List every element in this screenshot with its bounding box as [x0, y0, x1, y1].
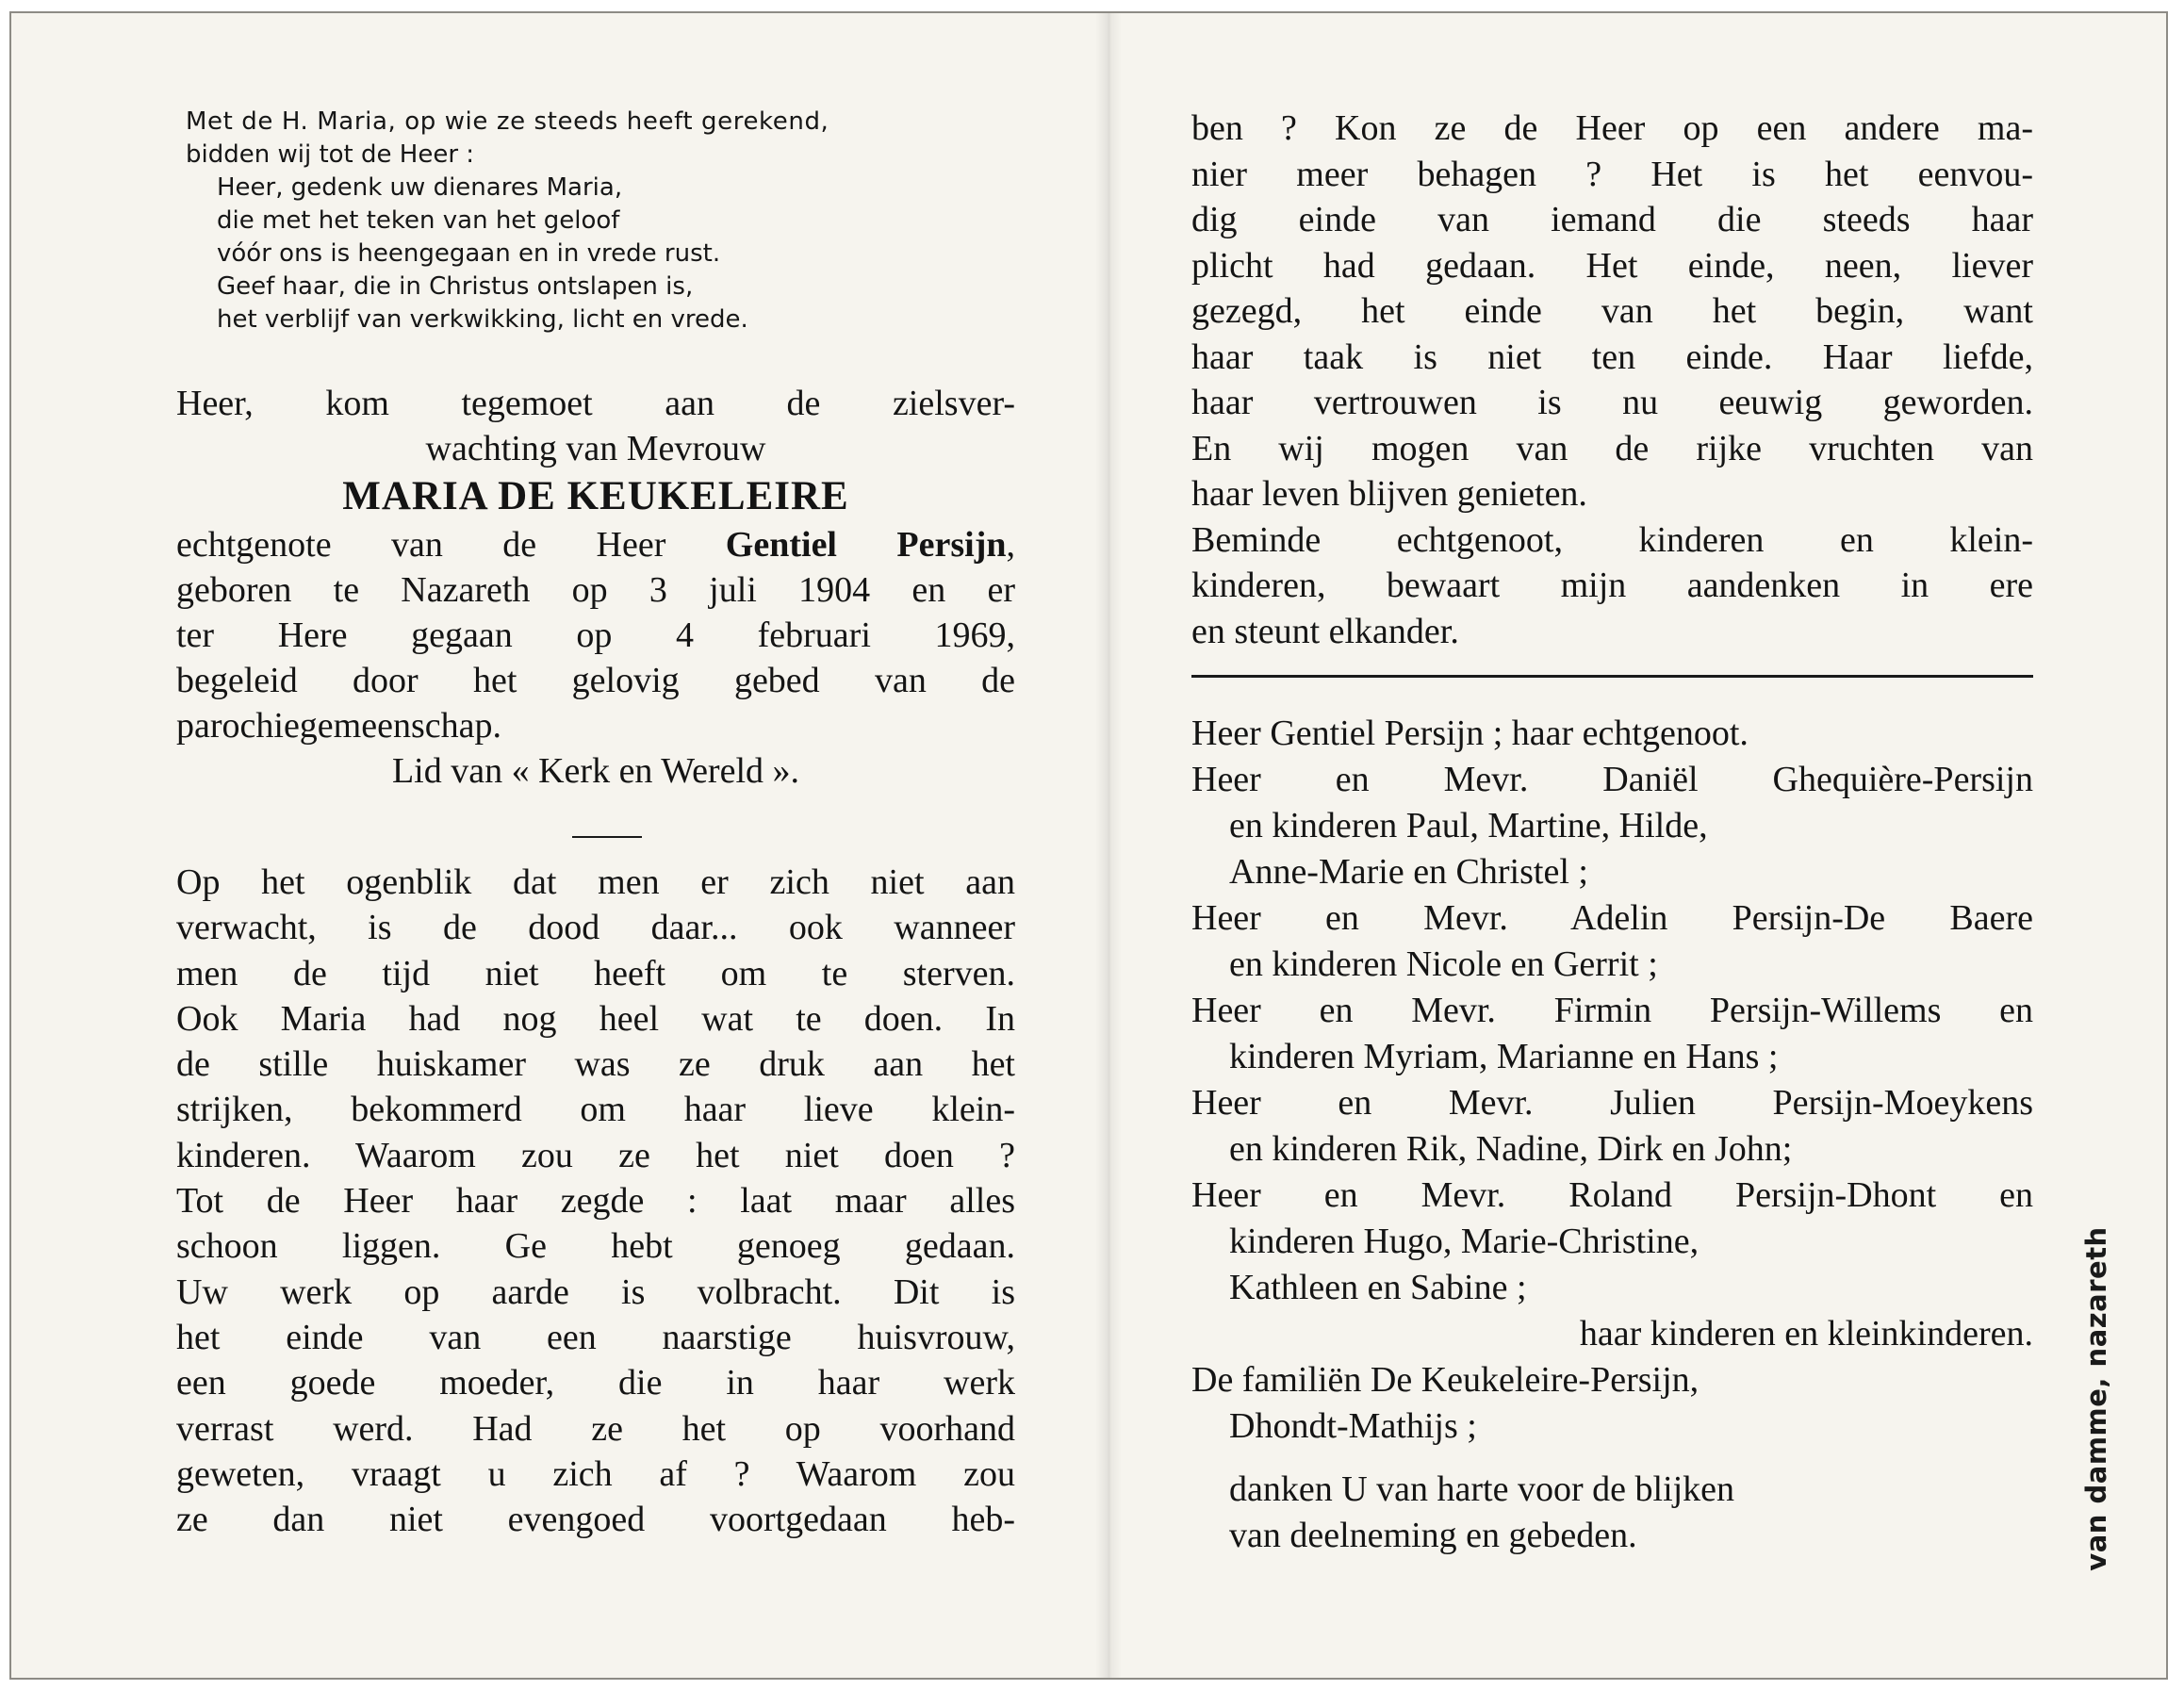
bio-line: parochiegemeenschap. — [176, 706, 501, 746]
reflection-line: dig einde van iemand die steeds haar — [1191, 200, 2033, 239]
farewell-line: Beminde echtgenoot, kinderen en klein- — [1191, 519, 2033, 560]
prayer-line: bidden wij tot de Heer : — [186, 140, 475, 169]
reflection-line: Uw werk op aarde is volbracht. Dit is — [176, 1272, 1015, 1312]
reflection-line: haar taak is niet ten einde. Haar liefde, — [1191, 336, 2033, 377]
family-line: haar kinderen en kleinkinderen. — [1579, 1314, 2033, 1354]
intro-block — [176, 381, 1015, 794]
reflection-line: men de tijd niet heeft om te sterven. — [176, 953, 1015, 993]
reflection-line: verwacht, is de dood daar... ook wanneer — [176, 908, 1015, 948]
prayer-line: Geef haar, die in Christus ontslapen is, — [217, 272, 694, 301]
reflection-line: verrast werd. Had ze het op voorhand — [176, 1408, 1015, 1449]
reflection-line: schoon liggen. Ge hebt genoeg gedaan. — [176, 1226, 1015, 1267]
reflection-left — [176, 860, 1015, 1542]
reflection-line: ze dan niet evengoed voortgedaan heb- — [176, 1500, 1015, 1540]
spouse-name: Heer Gentiel Persijn ; — [1191, 714, 1503, 753]
reflection-line: strijken, bekommerd om haar lieve klein- — [176, 1090, 1015, 1130]
reflection-line: de stille huiskamer was ze druk aan het — [176, 1044, 1015, 1085]
bio-line: ter Here gegaan op 4 februari 1969, — [176, 615, 1015, 655]
prayer-line: Met de H. Maria, op wie ze steeds heeft gerekend, — [186, 107, 829, 136]
family-line: Kathleen en Sabine ; — [1229, 1268, 1527, 1307]
family-line: Dhondt-Mathijs ; — [1229, 1406, 1477, 1446]
family-line: De familiën De Keukeleire-Persijn, — [1191, 1360, 1700, 1400]
family-line: kinderen Hugo, Marie-Christine, — [1229, 1222, 1700, 1261]
reflection-line: het einde van een naarstige huisvrouw, — [176, 1317, 1015, 1357]
prayer-block — [186, 106, 1015, 336]
family-spouse-row — [1191, 711, 2033, 757]
spouse-suffix: , — [1006, 525, 1015, 565]
family-line: Heer en Mevr. Julien Persijn-Moeykens — [1191, 1083, 2033, 1123]
family-line: kinderen Myriam, Marianne en Hans ; — [1229, 1037, 1779, 1076]
spouse-prefix: echtgenote van de Heer — [176, 525, 726, 565]
spouse-line — [176, 522, 1015, 567]
membership-line: Lid van « Kerk en Wereld ». — [391, 751, 800, 791]
reflection-line: Ook Maria had nog heel wat te doen. In — [176, 998, 1015, 1039]
family-list — [1191, 711, 2033, 1559]
bio-line: begeleid door het gelovig gebed van de — [176, 661, 1015, 700]
prayer-line: die met het teken van het geloof — [217, 206, 620, 235]
farewell-line: en steunt elkander. — [1191, 611, 1459, 651]
prayer-line: Heer, gedenk uw dienares Maria, — [217, 173, 623, 202]
reflection-line: haar leven blijven genieten. — [1191, 474, 1587, 514]
family-line: en kinderen Nicole en Gerrit ; — [1229, 944, 1658, 984]
reflection-line: geweten, vraagt u zich af ? Waarom zou — [176, 1453, 1015, 1494]
memorial-card — [9, 11, 2168, 1680]
reflection-line: nier meer behagen ? Het is het eenvou- — [1191, 154, 2033, 194]
printer-imprint — [2077, 1210, 2115, 1587]
printer-label: van damme, nazareth — [2080, 1226, 2112, 1571]
farewell-line: kinderen, bewaart mijn aandenken in ere — [1191, 566, 2033, 605]
right-panel — [1191, 13, 2033, 1678]
spouse-name: Gentiel Persijn — [725, 525, 1007, 565]
intro-line: wachting van Mevrouw — [425, 429, 766, 468]
deceased-name: MARIA DE KEUKELEIRE — [342, 474, 849, 518]
reflection-line: haar vertrouwen is nu eeuwig geworden. — [1191, 383, 2033, 422]
family-line: Heer en Mevr. Roland Persijn-Dhont en — [1191, 1175, 2033, 1215]
left-panel — [176, 13, 1025, 1678]
reflection-line: En wij mogen van de rijke vruchten van — [1191, 428, 2033, 468]
section-divider — [572, 836, 642, 838]
horizontal-rule — [1191, 675, 2033, 678]
prayer-line: vóór ons is heengegaan en in vrede rust. — [217, 239, 721, 268]
center-fold — [1095, 13, 1122, 1678]
intro-line: Heer, kom tegemoet aan de zielsver- — [176, 384, 1015, 423]
reflection-line: gezegd, het einde van het begin, want — [1191, 291, 2033, 331]
family-line: en kinderen Rik, Nadine, Dirk en John; — [1229, 1129, 1793, 1169]
family-line: Anne-Marie en Christel ; — [1229, 852, 1588, 892]
reflection-line: kinderen. Waarom zou ze het niet doen ? — [176, 1135, 1015, 1175]
reflection-line: Tot de Heer haar zegde : laat maar alles — [176, 1181, 1015, 1222]
reflection-line: een goede moeder, die in haar werk — [176, 1363, 1015, 1403]
family-line: Heer en Mevr. Adelin Persijn-De Baere — [1191, 898, 2033, 938]
family-line: Heer en Mevr. Firmin Persijn-Willems en — [1191, 991, 2033, 1030]
reflection-line: Op het ogenblik dat men er zich niet aan — [176, 862, 1015, 902]
thanks-line: danken U van harte voor de blijken — [1229, 1469, 1735, 1509]
thanks-line: van deelneming en gebeden. — [1229, 1516, 1637, 1555]
reflection-right — [1191, 106, 2033, 654]
family-line: en kinderen Paul, Martine, Hilde, — [1229, 806, 1708, 845]
bio-line: geboren te Nazareth op 3 juli 1904 en er — [176, 570, 1015, 610]
reflection-line: plicht had gedaan. Het einde, neen, liever — [1191, 245, 2033, 286]
prayer-line: het verblijf van verkwikking, licht en vrede. — [217, 305, 748, 334]
spouse-role: haar echtgenoot. — [1511, 714, 1749, 753]
reflection-line: ben ? Kon ze de Heer op een andere ma- — [1191, 108, 2033, 148]
family-line: Heer en Mevr. Daniël Ghequière-Persijn — [1191, 760, 2033, 799]
